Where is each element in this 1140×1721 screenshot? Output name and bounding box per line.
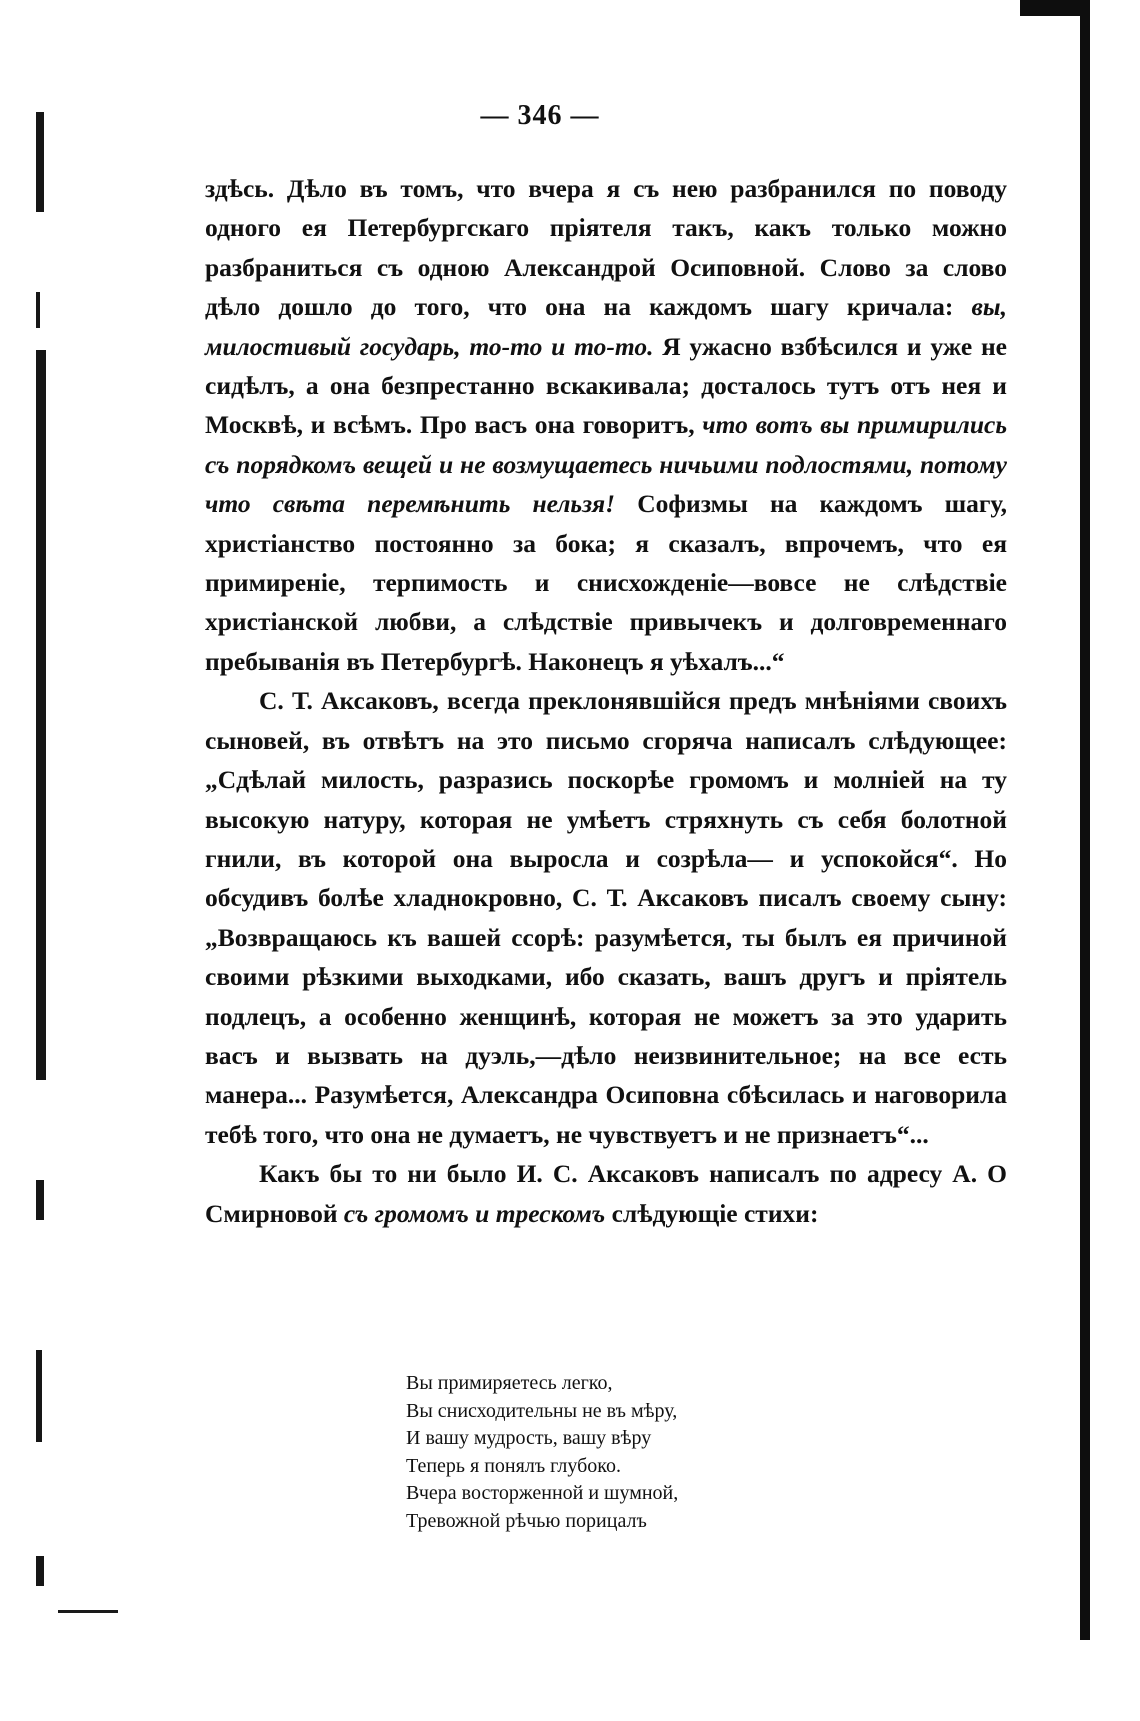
scan-edge-right [1080,0,1090,1640]
text-run: слѣдующіе стихи: [605,1198,819,1228]
poem-line: Вы примиряетесь легко, [406,1372,613,1394]
paragraph-aksakov-reply: С. Т. Аксаковъ, всегда преклонявшійся предъ мнѣніями своихъ сыновей, въ отвѣтъ на это письмо сгоряча написалъ слѣдующее: „Сдѣлай милость, разразись поскорѣе громомъ и молніей на ту высокую натуру, которая не умѣетъ стряхнуть съ себя болотной гнили, въ которой она выросла и созрѣла— и успокойся“. Но обсудивъ болѣе хладнокровно, С. Т. Аксаковъ писалъ своему сыну: „Возвращаюсь къ вашей ссорѣ: разумѣется, ты былъ ея причиной своими рѣзкими выходками, ибо сказать, вашъ другъ и пріятель подлецъ, а особенно женщинѣ, которая не можетъ за это ударить васъ и вызвать на дуэль,—дѣло неизвинительное; на все есть манера... Разумѣется, Александра Осиповна сбѣсилась и наговорила тебѣ того, что она не думаетъ, не чувствуетъ и не признаетъ“... [205,686,1007,1149]
italic-run: что вотъ вы примирились съ порядкомъ вещей и не возмущаетесь ничьими подлостями, потому что свѣта перемѣнить нельзя! [205,410,1007,519]
text-run: здѣсь. Дѣло въ томъ, что вчера я съ нею разбранился по поводу одного ея Петербургскаго пріятеля такъ, какъ только можно разбраниться съ одною Александрой Осиповной. Слово за слово дѣло дошло до того, что она на каждомъ шагу кричала: [205,174,1007,322]
scan-edge-mark [36,350,46,1080]
paragraph-letter-quote [205,169,1007,681]
italic-run: съ громомъ и трескомъ [343,1198,606,1228]
scan-edge-mark [36,1180,44,1220]
text-run: Софизмы на каждомъ шагу, христіанство постоянно за бока; я сказалъ, впрочемъ, что ея примиреніе, терпимость и снисхожденіе—вовсе не слѣдствіе христіанской любви, а слѣдствіе привычекъ и долговременнаго пребыванія въ Петербургѣ. Наконецъ я уѣхалъ...“ [205,489,1007,676]
scan-edge-mark [36,1350,42,1442]
poem-line: Вы снисходительны не въ мѣру, [406,1399,678,1422]
scan-edge-mark [36,1556,44,1586]
italic-run: вы, милостивый государь, то-то и то-то. [205,292,1007,361]
page-number: — 346 — [480,100,600,131]
poem [406,1370,806,1535]
scan-edge-mark [36,292,40,328]
poem-line: И вашу мудрость, вашу вѣру [406,1427,652,1449]
poem-line: Теперь я понялъ глубоко. [406,1454,621,1477]
scan-edge-top [1020,0,1090,16]
body-text [205,169,1007,1233]
text-run: Я ужасно взбѣсился и уже не сидѣлъ, а она безпрестанно вскакивала; досталось тутъ отъ нея и Москвѣ, и всѣмъ. Про васъ она говоритъ, [205,331,1008,440]
poem-line: Вчера восторженной и шумной, [406,1482,679,1504]
scan-edge-mark [58,1610,118,1613]
poem-line: Тревожной рѣчью порицалъ [406,1509,647,1532]
paragraph-verses-intro [205,1154,1007,1233]
text-run: Какъ бы то ни было И. С. Аксаковъ написалъ по адресу А. О Смирновой [205,1159,1007,1228]
